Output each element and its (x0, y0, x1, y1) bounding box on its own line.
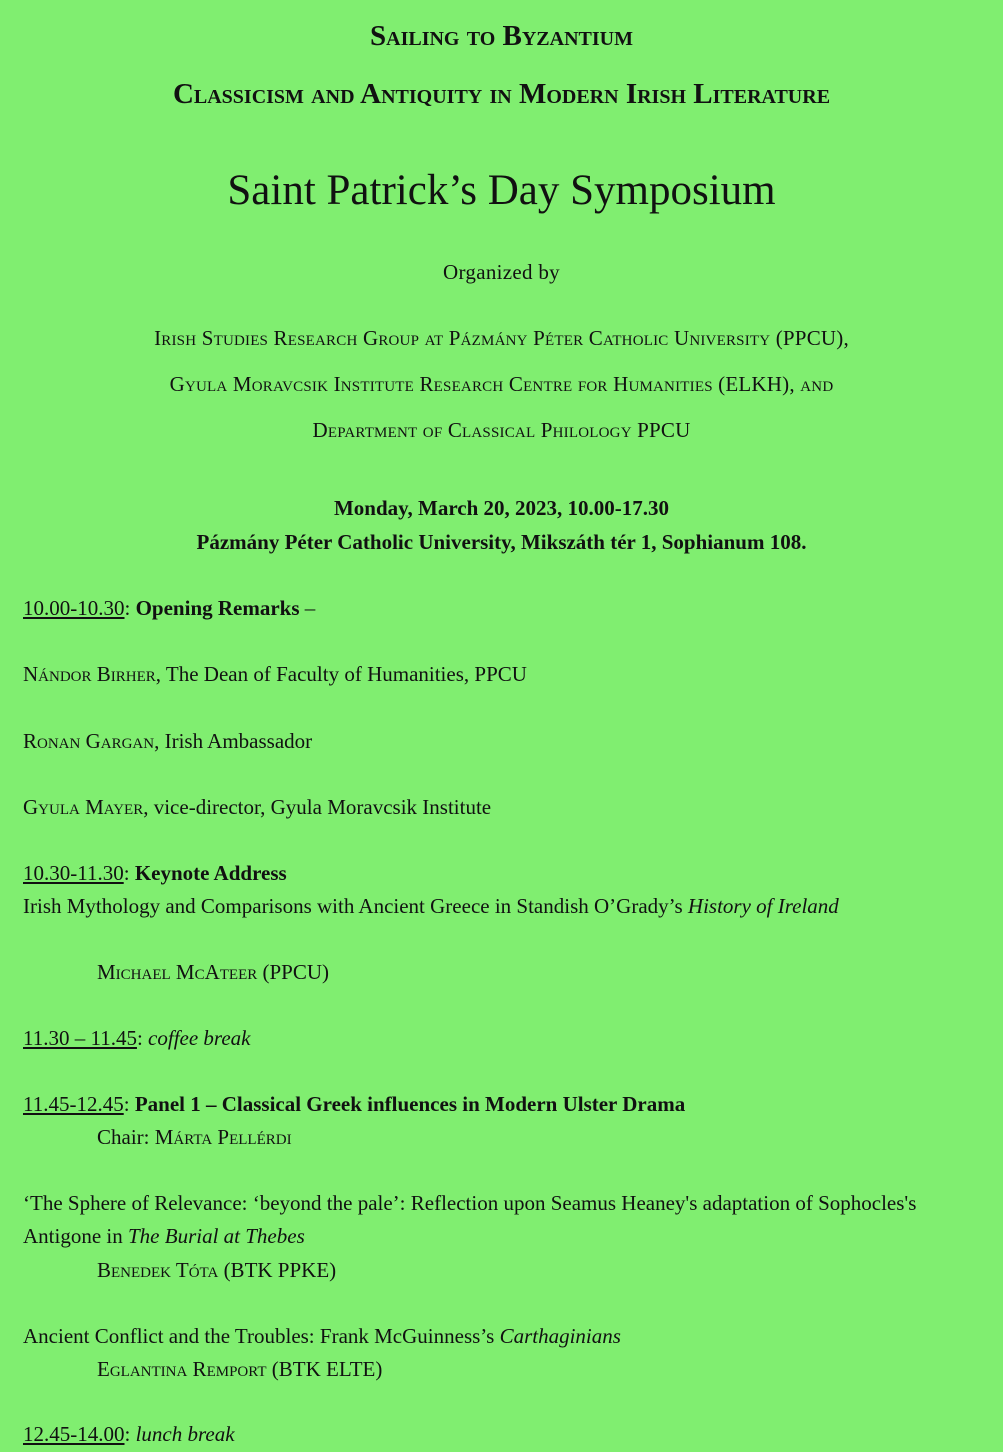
event-name: Saint Patrick’s Day Symposium (227, 167, 776, 214)
time-slot: 10.00-10.30 (23, 596, 125, 620)
time-slot: 11.45-12.45 (23, 1092, 124, 1116)
session-title: Panel 1 – Classical Greek influences in Modern Ulster Drama (134, 1092, 686, 1116)
coffee-break-entry (23, 1026, 250, 1051)
session-title: Opening Remarks (135, 596, 300, 620)
event-venue: Pázmány Péter Catholic University, Mikszáth tér 1, Sophianum 108. (196, 530, 807, 554)
separator: : (123, 861, 135, 885)
lunch-break-entry (23, 1422, 235, 1447)
speaker-name: Ronan Gargan (23, 729, 155, 753)
opening-entry (23, 596, 315, 621)
talk-title-italic: History of Ireland (687, 894, 839, 918)
break-label: lunch break (135, 1422, 235, 1446)
talk-speaker: Michael McAteer (PPCU) (97, 960, 330, 984)
panel-entry (23, 1092, 685, 1117)
talk-title (23, 1187, 953, 1253)
time-slot: 12.45-14.00 (23, 1422, 125, 1446)
document-title: Sailing to Byzantium (370, 20, 633, 52)
chair-label: Chair: (97, 1125, 155, 1149)
speaker-role: , vice-director, Gyula Moravcsik Institute (143, 795, 492, 819)
talk-speaker: Eglantina Remport (BTK ELTE) (97, 1357, 383, 1381)
speaker-role: , Irish Ambassador (154, 729, 313, 753)
session-title: Keynote Address (134, 861, 287, 885)
speaker-name: Nándor Birher (23, 662, 156, 686)
organizer-line: Department of Classical Philology PPCU (312, 418, 691, 442)
separator: : (123, 1092, 135, 1116)
separator: : (124, 1422, 136, 1446)
separator: : (124, 596, 136, 620)
document-subtitle: Classicism and Antiquity in Modern Irish Literature (172, 78, 831, 110)
talk-title-italic: The Burial at Thebes (128, 1224, 305, 1248)
break-label: coffee break (148, 1026, 251, 1050)
time-slot: 11.30 – 11.45 (23, 1026, 137, 1050)
chair-name: Márta Pellérdi (154, 1125, 292, 1149)
talk-title-text: Irish Mythology and Comparisons with Ancient Greece in Standish O’Grady’s (23, 894, 688, 918)
talk-speaker: Benedek Tóta (BTK PPKE) (97, 1258, 337, 1282)
time-slot: 10.30-11.30 (23, 861, 124, 885)
organized-by-label: Organized by (443, 260, 560, 284)
dash: – (299, 596, 316, 620)
talk-title (23, 1324, 621, 1349)
organizer-line: Irish Studies Research Group at Pázmány Péter Catholic University (PPCU), (154, 326, 849, 350)
event-date: Monday, March 20, 2023, 10.00-17.30 (333, 496, 670, 520)
talk-title (23, 890, 953, 923)
talk-title-text: Ancient Conflict and the Troubles: Frank McGuinness’s (23, 1324, 500, 1348)
speaker-entry (23, 729, 312, 754)
separator: : (136, 1026, 149, 1050)
speaker-entry (23, 662, 527, 687)
speaker-name: Gyula Mayer (23, 795, 144, 819)
organizer-line: Gyula Moravcsik Institute Research Centre for Humanities (ELKH), and (169, 372, 834, 396)
keynote-entry (23, 861, 287, 886)
panel-chair (97, 1125, 292, 1150)
speaker-role: , The Dean of Faculty of Humanities, PPCU (155, 662, 527, 686)
talk-title-italic: Carthaginians (499, 1324, 621, 1348)
talk-title-text: ‘The Sphere of Relevance: ‘beyond the pale’: Reflection upon Seamus Heaney's adaptation of Sophocles's Antigone in (23, 1191, 917, 1248)
speaker-entry (23, 795, 491, 820)
